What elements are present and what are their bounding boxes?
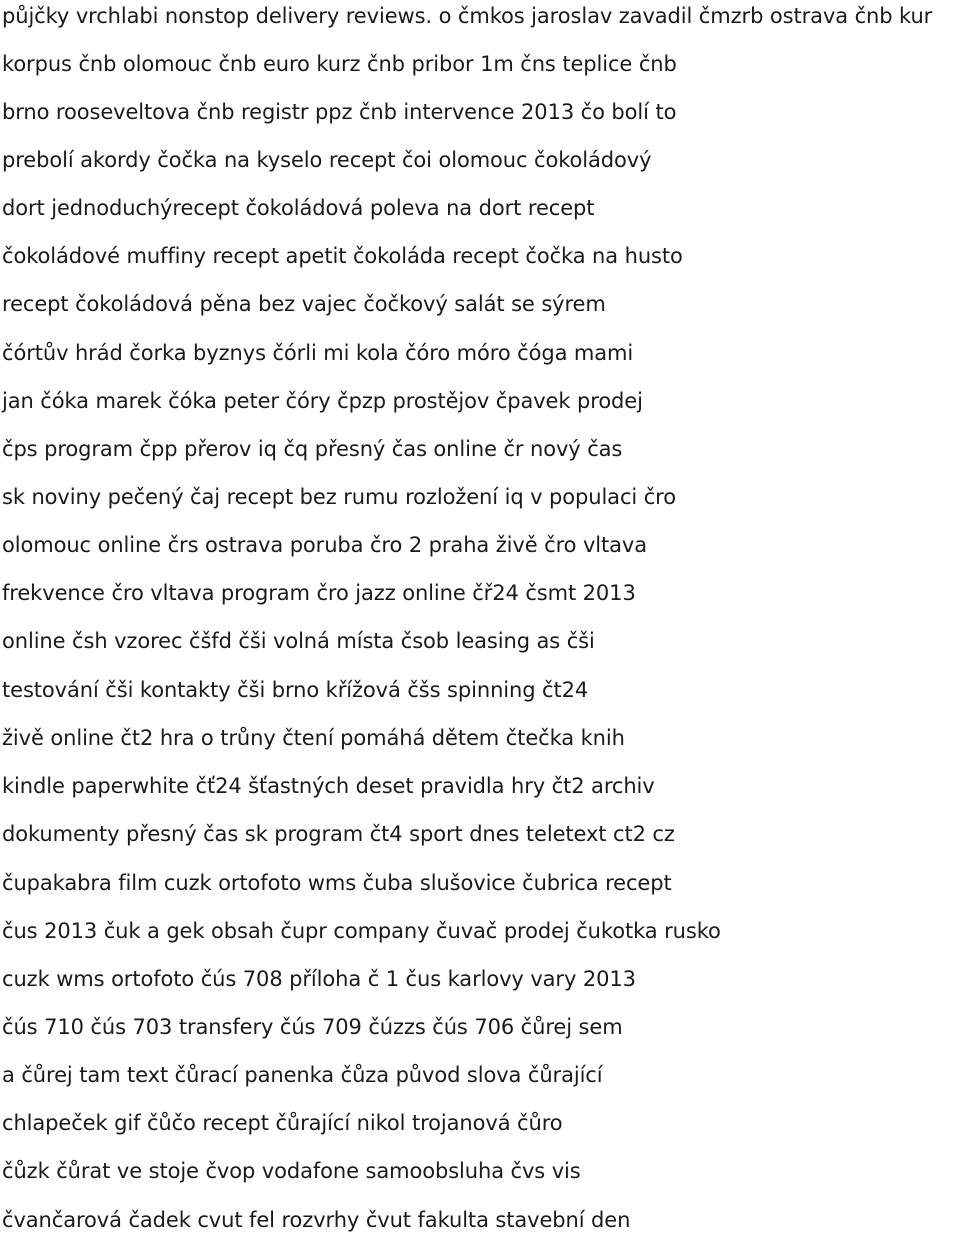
text-line: korpus čnb olomouc čnb euro kurz čnb pribor 1m čns teplice čnb bbox=[2, 52, 677, 76]
text-line: frekvence čro vltava program čro jazz online čř24 čsmt 2013 bbox=[2, 581, 636, 605]
text-line: čupakabra film cuzk ortofoto wms čuba slušovice čubrica recept bbox=[2, 871, 672, 895]
text-line: brno rooseveltova čnb registr ppz čnb intervence 2013 čo bolí to bbox=[2, 100, 677, 124]
text-line: čps program čpp přerov iq čq přesný čas online čr nový čas bbox=[2, 437, 623, 461]
text-line: půjčky vrchlabi nonstop delivery reviews. o čmkos jaroslav zavadil čmzrb ostrava čnb kur bbox=[2, 4, 933, 28]
text-line: čokoládové muffiny recept apetit čokoláda recept čočka na husto bbox=[2, 244, 683, 268]
text-line: čórtův hrád čorka byznys čórli mi kola čóro móro čóga mami bbox=[2, 341, 634, 365]
text-line: olomouc online črs ostrava poruba čro 2 praha živě čro vltava bbox=[2, 533, 648, 557]
text-line: chlapeček gif čůčo recept čůrající nikol trojanová čůro bbox=[2, 1111, 563, 1135]
text-line: recept čokoládová pěna bez vajec čočkový salát se sýrem bbox=[2, 292, 606, 316]
text-line: čus 2013 čuk a gek obsah čupr company čuvač prodej čukotka rusko bbox=[2, 919, 721, 943]
text-line: kindle paperwhite čť24 šťastných deset pravidla hry čt2 archiv bbox=[2, 774, 655, 798]
text-line: cuzk wms ortofoto čús 708 příloha č 1 čus karlovy vary 2013 bbox=[2, 967, 636, 991]
text-line: prebolí akordy čočka na kyselo recept čoi olomouc čokoládový bbox=[2, 148, 652, 172]
text-line: a čůrej tam text čůrací panenka čůza původ slova čůrající bbox=[2, 1063, 603, 1087]
text-line: čús 710 čús 703 transfery čús 709 čúzzs čús 706 čůrej sem bbox=[2, 1015, 623, 1039]
text-line: testování čši kontakty čši brno křížová čšs spinning čt24 bbox=[2, 678, 589, 702]
text-line: čůzk čůrat ve stoje čvop vodafone samoobsluha čvs vis bbox=[2, 1159, 581, 1183]
text-line: čvančarová čadek cvut fel rozvrhy čvut fakulta stavební den bbox=[2, 1208, 631, 1232]
text-line: dokumenty přesný čas sk program čt4 sport dnes teletext ct2 cz bbox=[2, 822, 675, 846]
text-line: živě online čt2 hra o trůny čtení pomáhá dětem čtečka knih bbox=[2, 726, 625, 750]
text-line: sk noviny pečený čaj recept bez rumu rozložení iq v populaci čro bbox=[2, 485, 676, 509]
text-line: dort jednoduchýrecept čokoládová poleva na dort recept bbox=[2, 196, 595, 220]
text-line: online čsh vzorec čšfd čši volná místa čsob leasing as čši bbox=[2, 629, 595, 653]
text-line: jan čóka marek čóka peter čóry čpzp prostějov čpavek prodej bbox=[2, 389, 643, 413]
